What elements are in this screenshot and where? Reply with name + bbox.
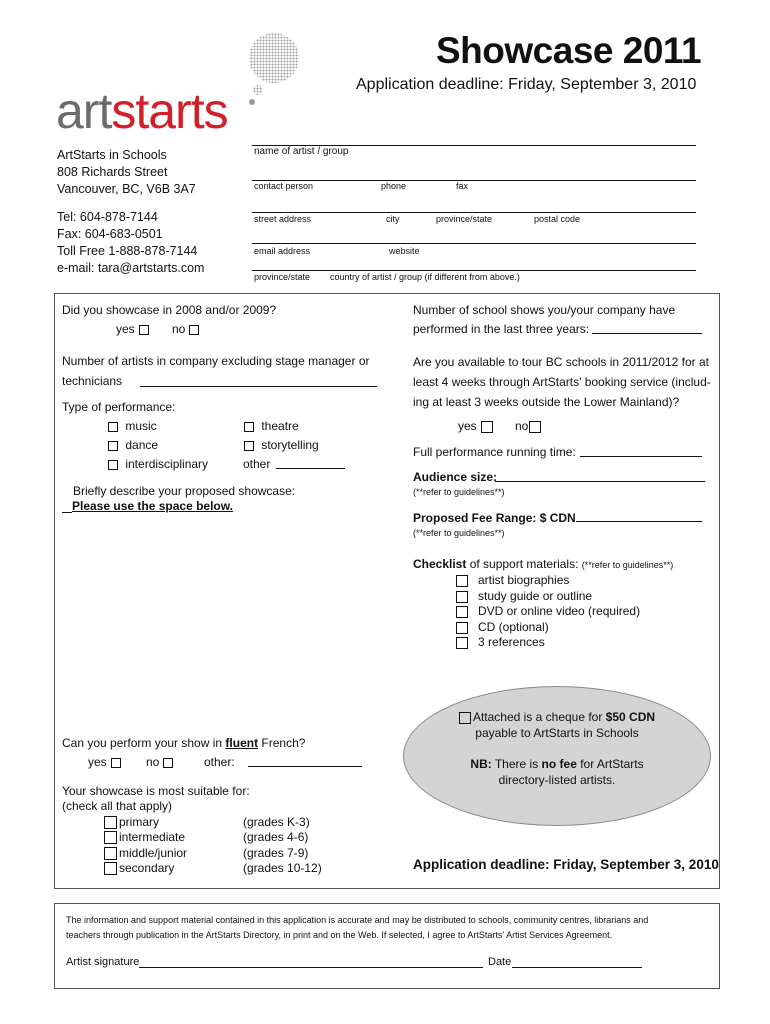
type-label: Type of performance: bbox=[62, 400, 176, 414]
checklist-refs[interactable]: 3 references bbox=[452, 635, 545, 649]
email-label: email address bbox=[254, 246, 311, 256]
level-secondary[interactable]: secondary bbox=[100, 861, 174, 875]
type-theatre[interactable]: theatre bbox=[240, 419, 299, 433]
type-interdisciplinary[interactable]: interdisciplinary bbox=[104, 457, 208, 471]
date-label: Date bbox=[488, 956, 512, 968]
checkbox-showcase-no[interactable] bbox=[189, 325, 199, 335]
grade-79: (grades 7-9) bbox=[243, 846, 309, 860]
showcase-yes[interactable]: yes bbox=[116, 322, 153, 336]
suitable-note: (check all that apply) bbox=[62, 799, 173, 813]
q-tour-1: Are you available to tour BC schools in 2011/2012 for at bbox=[413, 355, 709, 369]
checkbox-dance[interactable] bbox=[108, 441, 118, 451]
statement-1: The information and support material contained in this application is accurate and may be distributed to schools, community centres, librarians and bbox=[66, 915, 649, 925]
city-label: city bbox=[386, 214, 400, 224]
suitable-label: Your showcase is most suitable for: bbox=[62, 784, 250, 798]
fee-guidelines: (**refer to guidelines**) bbox=[413, 528, 505, 538]
type-storytelling[interactable]: storytelling bbox=[240, 438, 319, 452]
org-street: 808 Richards Street bbox=[57, 165, 168, 179]
checkbox-dvd[interactable] bbox=[456, 606, 468, 618]
checkbox-primary[interactable] bbox=[104, 816, 117, 829]
checkbox-study[interactable] bbox=[456, 591, 468, 603]
q-artists-2: technicians bbox=[62, 374, 123, 388]
country-label: country of artist / group (if different from above.) bbox=[330, 272, 520, 282]
describe-note: Please use the space below. bbox=[72, 499, 233, 513]
checkbox-middle[interactable] bbox=[104, 847, 117, 860]
q-tour-2: least 4 weeks through ArtStarts' booking service (includ- bbox=[413, 375, 711, 389]
province-label: province/state bbox=[436, 214, 493, 224]
q-french: Can you perform your show in fluent French? bbox=[62, 736, 306, 750]
org-email: e-mail: tara@artstarts.com bbox=[57, 261, 205, 275]
cheque-oval bbox=[403, 686, 711, 826]
checkbox-tour-yes[interactable] bbox=[481, 421, 493, 433]
shows-count-field[interactable] bbox=[592, 333, 702, 334]
checklist-bios[interactable]: artist biographies bbox=[452, 573, 569, 587]
checkbox-secondary[interactable] bbox=[104, 862, 117, 875]
type-other-field[interactable] bbox=[276, 468, 345, 469]
checklist-dvd[interactable]: DVD or online video (required) bbox=[452, 604, 640, 618]
email-line[interactable] bbox=[252, 243, 696, 244]
signature-field[interactable] bbox=[139, 967, 483, 968]
checkbox-refs[interactable] bbox=[456, 637, 468, 649]
org-address bbox=[57, 147, 204, 277]
checkbox-bios[interactable] bbox=[456, 575, 468, 587]
postal-label: postal code bbox=[534, 214, 581, 224]
checkbox-cd[interactable] bbox=[456, 622, 468, 634]
level-primary[interactable]: primary bbox=[100, 815, 159, 829]
signature-label: Artist signature bbox=[66, 956, 140, 968]
website-label: website bbox=[389, 246, 420, 256]
audience-label: Audience size: bbox=[413, 470, 498, 484]
svg-text:artstarts: artstarts bbox=[56, 83, 228, 135]
deadline-note: Application deadline: Friday, September 3, 2010 bbox=[413, 857, 719, 872]
level-middle[interactable]: middle/junior bbox=[100, 846, 187, 860]
q-shows: Number of school shows you/your company have bbox=[413, 303, 676, 317]
checkbox-intermediate[interactable] bbox=[104, 831, 117, 844]
level-intermediate[interactable]: intermediate bbox=[100, 830, 185, 844]
grade-46: (grades 4-6) bbox=[243, 830, 309, 844]
checkbox-cheque[interactable] bbox=[459, 712, 471, 724]
country-line[interactable] bbox=[252, 270, 696, 271]
french-yes[interactable]: yes bbox=[88, 755, 125, 769]
address-line[interactable] bbox=[252, 212, 696, 213]
french-no[interactable]: no bbox=[146, 755, 177, 769]
q-tour-3: ing at least 3 weeks outside the Lower Mainland)? bbox=[413, 395, 680, 409]
statement-2: teachers through publication in the ArtStarts Directory, in print and on the Web. If selected, I agree to ArtStarts' Artist Services Agreement. bbox=[66, 930, 613, 940]
nb-line-1: NB: There is no fee for ArtStarts bbox=[470, 757, 644, 771]
q-showcase: Did you showcase in 2008 and/or 2009? bbox=[62, 303, 277, 317]
page-subtitle: Application deadline: Friday, September 3, 2010 bbox=[356, 76, 697, 93]
fee-field[interactable] bbox=[576, 521, 702, 522]
type-dance[interactable]: dance bbox=[104, 438, 158, 452]
fee-label: Proposed Fee Range: $ CDN bbox=[413, 511, 576, 525]
type-other-label: other bbox=[243, 457, 271, 471]
org-city: Vancouver, BC, V6B 3A7 bbox=[57, 182, 196, 196]
tour-yes[interactable]: yes bbox=[458, 419, 497, 433]
checklist-study[interactable]: study guide or outline bbox=[452, 589, 592, 603]
french-other-label: other: bbox=[204, 755, 235, 769]
audience-guidelines: (**refer to guidelines**) bbox=[413, 487, 505, 497]
running-time-field[interactable] bbox=[580, 456, 702, 457]
cheque-line-2: payable to ArtStarts in Schools bbox=[475, 726, 639, 740]
name-field-label: name of artist / group bbox=[254, 146, 349, 157]
date-field[interactable] bbox=[512, 967, 642, 968]
checkbox-interdisciplinary[interactable] bbox=[108, 460, 118, 470]
checkbox-tour-no[interactable] bbox=[529, 421, 541, 433]
org-name: ArtStarts in Schools bbox=[57, 148, 167, 162]
artists-count-field[interactable] bbox=[140, 386, 377, 387]
checklist-label: Checklist of support materials: (**refer to guidelines**) bbox=[413, 557, 674, 571]
checkbox-music[interactable] bbox=[108, 422, 118, 432]
type-music[interactable]: music bbox=[104, 419, 157, 433]
showcase-no[interactable]: no bbox=[172, 322, 203, 336]
running-time-label: Full performance running time: bbox=[413, 445, 576, 459]
province2-label: province/state bbox=[254, 272, 311, 282]
q-shows-2: performed in the last three years: bbox=[413, 322, 590, 336]
street-label: street address bbox=[254, 214, 312, 224]
checkbox-theatre[interactable] bbox=[244, 422, 254, 432]
org-tel: Tel: 604-878-7144 bbox=[57, 210, 158, 224]
grade-k3: (grades K-3) bbox=[243, 815, 310, 829]
contact-person-label: contact person bbox=[254, 181, 314, 191]
phone-label: phone bbox=[381, 181, 407, 191]
org-fax: Fax: 604-683-0501 bbox=[57, 227, 163, 241]
tour-no[interactable]: no bbox=[515, 419, 545, 433]
checklist-cd[interactable]: CD (optional) bbox=[452, 620, 549, 634]
audience-field[interactable] bbox=[495, 481, 705, 482]
org-tollfree: Toll Free 1-888-878-7144 bbox=[57, 244, 198, 258]
artstarts-logo bbox=[52, 30, 302, 135]
q-artists: Number of artists in company excluding stage manager or bbox=[62, 354, 370, 368]
describe-label: Briefly describe your proposed showcase: bbox=[73, 484, 296, 498]
fax-label: fax bbox=[456, 181, 469, 191]
nb-line-2: directory-listed artists. bbox=[498, 773, 616, 787]
page-title: Showcase 2011 bbox=[436, 30, 702, 71]
checkbox-french-yes[interactable] bbox=[111, 758, 121, 768]
contact-line[interactable] bbox=[252, 180, 696, 181]
cheque-line-1[interactable]: Attached is a cheque for $50 CDN bbox=[403, 710, 711, 724]
checkbox-french-no[interactable] bbox=[163, 758, 173, 768]
grade-1012: (grades 10-12) bbox=[243, 861, 322, 875]
checkbox-showcase-yes[interactable] bbox=[139, 325, 149, 335]
checkbox-storytelling[interactable] bbox=[244, 441, 254, 451]
french-other-field[interactable] bbox=[248, 766, 362, 767]
